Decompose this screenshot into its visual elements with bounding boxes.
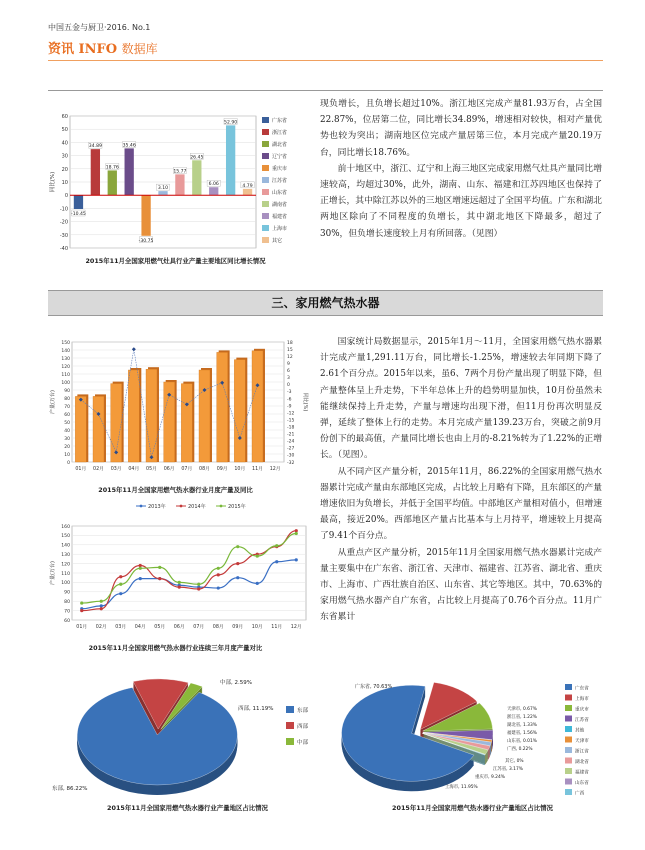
legend-label: 广东省 <box>575 686 589 692</box>
series-point <box>256 554 259 557</box>
legend-label: 浙江省 <box>575 749 589 755</box>
y2-tick-label: 0 <box>287 383 290 389</box>
bar <box>175 174 184 195</box>
y-tick-label: -10 <box>59 206 68 213</box>
y-tick-label: 100 <box>61 581 70 587</box>
chart1-caption: 2015年11月全国家用燃气灶具行业产量主要地区同比增长情况 <box>85 257 266 265</box>
x-tick-label: 02月 <box>95 625 107 630</box>
series-point <box>119 592 122 595</box>
slice-label: 福建省, 1.56% <box>507 731 537 736</box>
x-tick-label: 12月 <box>290 625 302 630</box>
y-tick-label: 140 <box>61 543 70 549</box>
y2-tick-label: 18 <box>287 340 293 346</box>
legend-swatch <box>565 758 572 764</box>
paragraph: 从重点产区产量分析，2015年11月全国家用燃气热水器累计完成产量主要集中在广东省、浙江省、天津市、福建省、江苏省、湖北省、重庆市、上海市、广西壮族自治区、山东省、其它等地区。其中，70.63%的家用燃气热水器产自广东省，占比较上月提高了0.76个百分点。11月广东省累计 <box>320 547 602 623</box>
x-tick-label: 11月 <box>271 625 283 630</box>
y2-tick-label: -21 <box>287 432 295 438</box>
legend-marker <box>140 505 143 508</box>
x-tick-label: 06月 <box>173 625 185 630</box>
bar <box>74 195 83 209</box>
bar <box>91 149 100 195</box>
legend-label: 湖北省 <box>272 142 288 148</box>
y2-tick-label: -9 <box>287 404 292 410</box>
legend-label: 其它 <box>272 238 283 244</box>
bar <box>93 396 104 462</box>
x-tick-label: 01月 <box>75 467 87 472</box>
data-label: 52.90 <box>224 120 238 126</box>
y2-tick-label: -24 <box>287 439 295 445</box>
data-label: 6.06 <box>208 182 219 188</box>
legend-swatch <box>262 177 269 183</box>
y-tick-label: 20 <box>64 444 70 450</box>
y-tick-label: 40 <box>64 428 70 434</box>
header-divider <box>48 60 603 61</box>
legend-swatch <box>286 722 294 729</box>
series-point <box>139 577 142 580</box>
bar <box>209 187 218 195</box>
y-tick-label: 140 <box>61 348 70 354</box>
section-cn: 资讯 <box>48 42 75 57</box>
x-tick-label: 02月 <box>93 467 104 472</box>
paragraph: 现负增长，且负增长超过10%。浙江地区完成产量81.93万台，占全国22.87%，位居第二位，同比增长34.89%，增速相对较快，相对产量优势也较为突出；湖南地区位完成产量居第三位，本月完成产量20.19万台，同比增长18.76%。 <box>320 99 602 158</box>
data-label: 4.79 <box>242 183 253 189</box>
legend-marker <box>220 505 223 508</box>
bar <box>252 351 263 462</box>
x-tick-label: 07月 <box>193 625 205 630</box>
series-point <box>100 600 103 603</box>
chart5-caption: 2015年11月全国家用燃气热水器行业产量地区占比情况 <box>392 804 553 812</box>
chart3-caption: 2015年11月全国家用燃气热水器行业连续三年月度产量对比 <box>88 644 263 652</box>
data-label: 3.10 <box>157 186 169 192</box>
section-header <box>48 38 158 57</box>
slice-label: 西部, 11.19% <box>238 706 274 712</box>
series-point <box>158 577 161 580</box>
y-tick-label: 60 <box>64 412 70 418</box>
legend-swatch <box>262 213 269 219</box>
x-tick-label: 11月 <box>252 467 263 472</box>
series-point <box>139 564 142 567</box>
y-tick-label: -40 <box>59 246 68 252</box>
y-tick-label: 20 <box>61 166 68 173</box>
y2-tick-label: 6 <box>287 369 290 375</box>
legend-swatch <box>565 705 572 711</box>
province-share-pie-chart <box>335 670 603 805</box>
y-tick-label: 70 <box>64 404 70 410</box>
y-tick-label: 150 <box>61 340 70 346</box>
legend-label: 福建省 <box>272 214 288 220</box>
data-label: 34.89 <box>88 144 102 150</box>
legend-label: 其他 <box>575 728 585 734</box>
legend-label: 湖北省 <box>575 760 589 765</box>
y-tick-label: 60 <box>64 618 70 624</box>
y-tick-label: 110 <box>61 372 70 378</box>
y-tick-label: 90 <box>64 590 70 596</box>
y-tick-label: 120 <box>61 364 70 370</box>
paragraph: 国家统计局数据显示，2015年1月～11月，全国家用燃气热水器累计完成产量1,291.11万台，同比增长-1.25%，增速较去年同期下降了2.61个百分点。2015年以来，虽6、7两个月份产量出现了明显下降，但产量整体呈上升走势，下半年总体上升的趋势明显加快，10月份虽然未能继续保持上升走势，产量与增速均出现下滑，但11月份再次明显反弹，延续了整体上行的走势。本月完成产量139.23万台，突破之前9月份创下的最高值，产量同比增长也由上月的-8.21%转为了1.22%的正增长。（见图）。 <box>320 337 602 461</box>
y2-tick-label: -15 <box>287 418 295 424</box>
legend-label: 山东省 <box>272 190 288 196</box>
y2-tick-label: -3 <box>287 390 292 396</box>
legend-label: 福建省 <box>575 770 589 776</box>
series-point <box>217 573 220 576</box>
legend-swatch <box>565 768 572 774</box>
y2-tick-label: -27 <box>287 446 295 452</box>
legend-swatch <box>565 747 572 753</box>
series-point <box>119 583 122 586</box>
data-label: 26.45 <box>190 155 204 161</box>
slice-label: 浙江省, 1.22% <box>507 715 537 720</box>
section-sub: 数据库 <box>121 42 158 56</box>
y-tick-label: 60 <box>61 114 68 120</box>
legend-swatch <box>262 117 269 123</box>
y-tick-label: 0 <box>67 460 70 466</box>
legend-swatch <box>262 153 269 159</box>
legend-label: 浙江省 <box>272 130 288 136</box>
series-point <box>139 567 142 570</box>
legend-swatch <box>262 189 269 195</box>
series-point <box>197 583 200 586</box>
bar <box>128 370 139 462</box>
paragraph: 从不同产区产量分析，2015年11月，86.22%的全国家用燃气热水器累计完成产量由东部地区完成，占比较上月略有下降，且东部区的产量增速依旧为负增长，并低于全国平均值。中部地区产量相对值小，但增速最高，接近20%。西部地区产量占比基本与上月持平，增速较上月提高了9.41个百分点。 <box>320 466 602 542</box>
x-tick-label: 08月 <box>212 625 224 630</box>
legend-label: 天津市 <box>575 739 589 744</box>
slice-label: 江苏省, 3.17% <box>493 767 523 772</box>
slice-label: 广西, 0.22% <box>507 747 533 752</box>
y-tick-label: 120 <box>61 562 70 568</box>
y2-tick-label: 15 <box>287 347 293 353</box>
bar <box>217 352 228 462</box>
series-point <box>295 532 298 535</box>
y-tick-label: 130 <box>61 553 70 558</box>
legend-label: 2013年 <box>148 504 166 510</box>
x-tick-label: 03月 <box>110 467 122 472</box>
y2-tick-label: 3 <box>287 376 290 382</box>
legend-swatch <box>286 738 294 745</box>
slice-label: 其它, 0% <box>505 759 524 764</box>
top-text-block <box>320 96 602 242</box>
bar <box>199 370 210 462</box>
series-point <box>217 567 220 570</box>
legend-label: 重庆市 <box>575 707 589 713</box>
y-tick-label: 50 <box>64 420 70 426</box>
y-tick-label: 10 <box>61 180 68 186</box>
legend-label: 辽宁省 <box>272 154 288 160</box>
series-point <box>295 529 298 532</box>
legend-label: 江苏省 <box>575 718 589 723</box>
slice-label: 湖北省, 1.33% <box>507 723 537 728</box>
y-tick-label: 150 <box>61 534 70 540</box>
x-tick-label: 08月 <box>199 467 210 472</box>
series-point <box>158 566 161 569</box>
data-label: 15.77 <box>173 169 187 175</box>
legend-label: 江苏省 <box>272 178 288 184</box>
region-share-pie-chart <box>48 670 328 805</box>
slice-label: 中部, 2.59% <box>220 680 252 686</box>
bar <box>181 384 192 462</box>
legend-label: 山东省 <box>575 781 589 786</box>
slice-label: 上海市, 11.95% <box>445 785 478 790</box>
series-point <box>80 601 83 604</box>
series-point <box>256 582 259 585</box>
y-axis-label: 产量(万台) <box>50 390 56 414</box>
legend-label: 广西 <box>575 791 585 797</box>
x-tick-label: 05月 <box>146 467 157 472</box>
y2-tick-label: -6 <box>287 397 292 403</box>
x-tick-label: 09月 <box>232 625 244 630</box>
chart2-caption: 2015年11月全国家用燃气热水器行业月度产量及同比 <box>98 486 253 494</box>
legend-swatch <box>565 726 572 732</box>
bar <box>146 369 157 462</box>
bar <box>75 396 86 462</box>
series-point <box>275 544 278 547</box>
series-point <box>217 586 220 589</box>
y-tick-label: 90 <box>64 388 70 394</box>
data-label: -30.75 <box>138 238 154 244</box>
y-tick-label: 80 <box>64 396 70 402</box>
legend-swatch <box>565 716 572 722</box>
x-tick-label: 04月 <box>128 467 140 472</box>
y2-tick-label: -18 <box>287 425 295 431</box>
slice-label: 东部, 86.22% <box>52 786 88 792</box>
series-point <box>197 587 200 590</box>
y-tick-label: -20 <box>59 219 68 226</box>
x-tick-label: 06月 <box>163 467 175 472</box>
series-point <box>178 586 181 589</box>
x-tick-label: 10月 <box>251 625 263 630</box>
y-tick-label: 110 <box>61 571 70 577</box>
legend-swatch <box>565 695 572 701</box>
y-tick-label: 10 <box>64 452 70 458</box>
x-tick-label: 09月 <box>216 467 228 472</box>
series-point <box>100 607 103 610</box>
slice-label: 山东省, 0.01% <box>507 739 537 744</box>
paragraph: 前十地区中，浙江、辽宁和上海三地区完成家用燃气灶具产量同比增速较高，均超过30%，此外，湖南、山东、福建和江苏四地区也保持了正增长，其中除江苏以外的三地区增速远超过了全国平均值。广东和湖北两地区除向了不同程度的负增长，其中湖北地区下降最多，超过了30%，但负增长速度较上月有所回落。（见图） <box>320 163 602 239</box>
slice-label: 天津市, 0.67% <box>507 707 537 712</box>
data-label: -10.45 <box>71 211 86 217</box>
data-label: 18.76 <box>105 165 119 171</box>
y2-tick-label: -30 <box>287 453 295 459</box>
main-text-block <box>320 334 602 626</box>
bar <box>108 170 117 195</box>
series-point <box>100 604 103 607</box>
section-title-banner: 三、家用燃气热水器 <box>48 290 603 316</box>
legend-swatch <box>262 201 269 207</box>
legend-label: 西部 <box>297 724 309 730</box>
y2-axis-label: 同比(%) <box>302 392 308 412</box>
y-tick-label: 130 <box>61 356 70 362</box>
legend-label: 中部 <box>297 740 309 746</box>
y-tick-label: 80 <box>64 600 70 605</box>
data-label: 35.46 <box>122 143 136 149</box>
legend-swatch <box>262 225 269 231</box>
legend-swatch <box>262 129 269 135</box>
legend-swatch <box>565 789 572 795</box>
three-year-line-chart <box>48 500 310 640</box>
series-point <box>80 609 83 612</box>
legend-swatch <box>565 737 572 743</box>
y-tick-label: 100 <box>61 380 70 386</box>
bar <box>158 191 167 195</box>
chart4-caption: 2015年11月全国家用燃气热水器行业产量地区占比情况 <box>107 804 268 812</box>
bar <box>111 384 122 462</box>
legend-label: 2015年 <box>228 504 246 510</box>
legend-swatch <box>262 237 269 243</box>
y-tick-label: 30 <box>61 153 68 160</box>
y-axis-label: 产量(万台) <box>50 561 56 585</box>
legend-label: 东部 <box>297 708 309 714</box>
y-tick-label: 70 <box>64 609 70 615</box>
slice-label: 重庆市, 9.24% <box>475 775 505 780</box>
series-point <box>236 562 239 565</box>
legend-label: 上海市 <box>272 226 288 232</box>
y2-tick-label: 9 <box>287 361 290 367</box>
top-rule <box>48 90 603 91</box>
legend-label: 上海市 <box>575 697 589 702</box>
x-tick-label: 10月 <box>234 467 246 472</box>
bar <box>243 189 252 195</box>
section-en: INFO <box>78 42 118 57</box>
series-point <box>119 575 122 578</box>
series-point <box>178 581 181 584</box>
y-tick-label: 0 <box>64 193 68 200</box>
legend-swatch <box>262 141 269 147</box>
x-tick-label: 04月 <box>134 625 146 630</box>
y-tick-label: 160 <box>61 524 70 530</box>
legend-swatch <box>565 779 572 785</box>
legend-label: 重庆市 <box>272 166 288 172</box>
series-point <box>295 558 298 561</box>
legend-marker <box>180 505 183 508</box>
y2-tick-label: -12 <box>287 411 295 417</box>
bar <box>141 195 150 236</box>
legend-label: 2014年 <box>188 504 206 510</box>
legend-swatch <box>565 684 572 690</box>
legend-swatch <box>262 165 269 171</box>
series-point <box>236 545 239 548</box>
y-tick-label: 40 <box>61 140 68 147</box>
x-tick-label: 03月 <box>115 625 127 630</box>
series-point <box>275 560 278 563</box>
x-tick-label: 01月 <box>76 625 88 630</box>
bar <box>234 360 245 462</box>
y-tick-label: 30 <box>64 436 70 442</box>
y2-tick-label: 12 <box>287 354 293 360</box>
x-tick-label: 07月 <box>181 467 193 472</box>
journal-header: 中国五金与厨卫·2016. No.1 <box>48 23 151 32</box>
bar <box>192 160 201 195</box>
bar <box>226 125 235 195</box>
legend-swatch <box>286 706 294 713</box>
y2-tick-label: -32 <box>287 460 295 466</box>
series-point <box>236 576 239 579</box>
legend-label: 湖南省 <box>272 202 288 208</box>
slice-label: 广东省, 70.63% <box>355 684 393 690</box>
bar <box>125 148 134 195</box>
legend-label: 广东省 <box>272 118 288 124</box>
region-growth-bar-chart <box>48 108 310 256</box>
y-tick-label: -30 <box>59 232 68 239</box>
x-tick-label: 12月 <box>269 467 281 472</box>
y-tick-label: 50 <box>61 127 68 134</box>
monthly-production-bar-chart <box>48 334 310 484</box>
x-tick-label: 05月 <box>154 625 166 630</box>
y-axis-label: 同比(%) <box>50 171 56 193</box>
